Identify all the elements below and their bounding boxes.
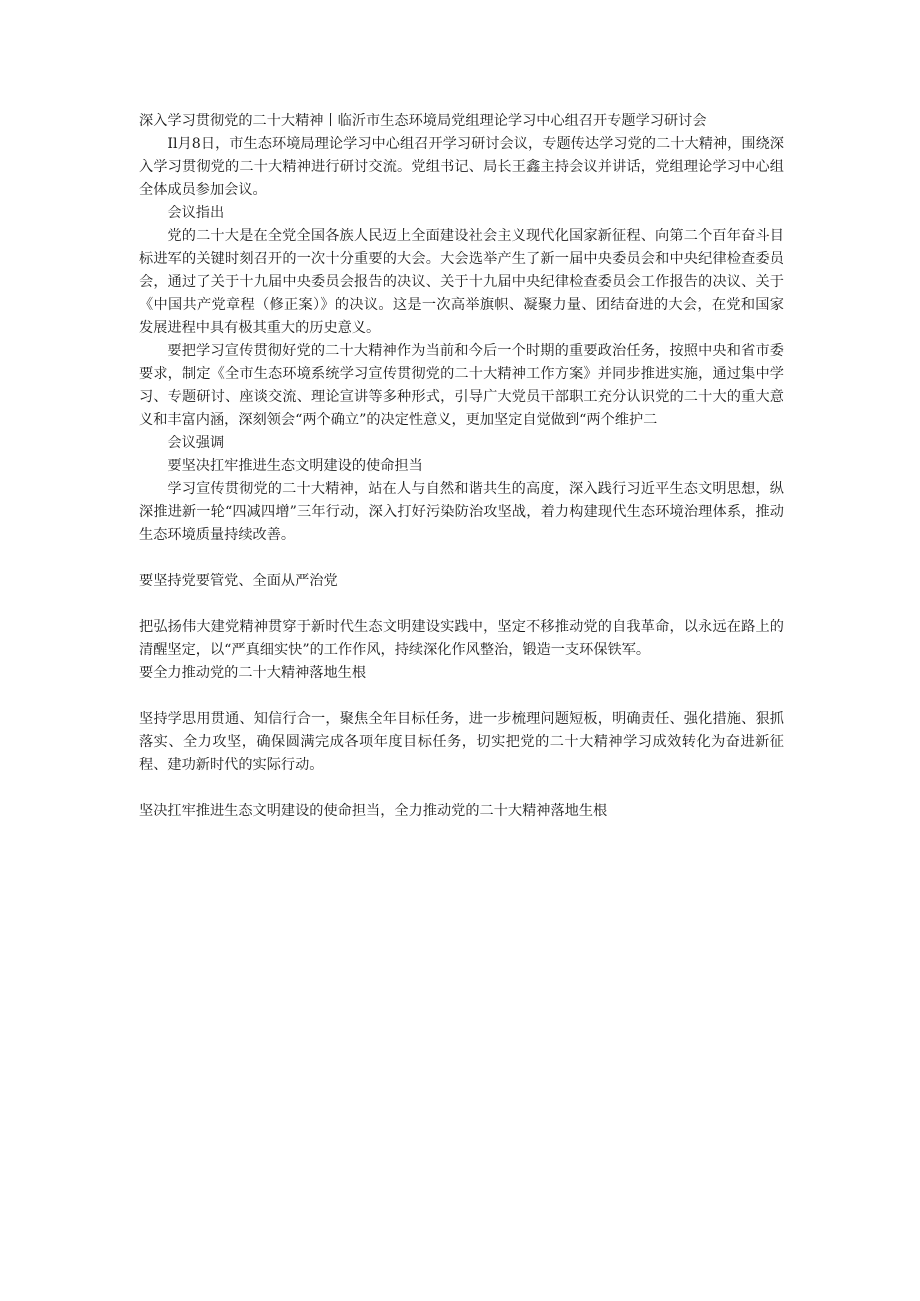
section-heading-meeting-emphasized: 会议强调 <box>167 435 225 451</box>
closing-line: 坚决扛牢推进生态文明建设的使命担当，全力推动党的二十大精神落地生根 <box>139 803 608 819</box>
section1-paragraph-1: 党的二十大是在全党全国各族人民迈上全面建设社会主义现代化国家新征程、向第二个百年奋斗目标进军的关键时刻召开的一次十分重要的大会。大会选举产生了新一届中央委员会和中央纪律检查委员会，通过了关于十九届中央委员会报告的决议、关于十九届中央纪律检查委员会工作报告的决议、关于《中国共产党章程（修正案）》的决议。这是一次高举旗帜、凝聚力量、团结奋进的大会，在党和国家发展进程中具有极其重大的历史意义。 <box>139 228 784 336</box>
point1-body: 学习宣传贯彻党的二十大精神，站在人与自然和谐共生的高度，深入践行习近平生态文明思想，纵深推进新一轮“四减四增”三年行动，深入打好污染防治攻坚战，着力构建现代生态环境治理体系，推动生态环境质量持续改善。 <box>139 481 784 543</box>
document-page <box>139 110 784 823</box>
point2-body: 把弘扬伟大建党精神贯穿于新时代生态文明建设实践中，坚定不移推动党的自我革命，以永远在路上的清醒坚定，以“严真细实快”的工作作风，持续深化作风整治，锻造一支环保铁军。 <box>139 619 784 658</box>
section1-paragraph-2: 要把学习宣传贯彻好党的二十大精神作为当前和今后一个时期的重要政治任务，按照中央和省市委要求，制定《全市生态环境系统学习宣传贯彻党的二十大精神工作方案》并同步推进实施，通过集中学习、专题研讨、座谈交流、理论宣讲等多种形式，引导广大党员干部职工充分认识党的二十大的重大意义和丰富内涵，深刻领会“两个确立”的决定性意义，更加坚定自觉做到“两个维护二 <box>139 343 784 428</box>
spacer <box>139 685 784 708</box>
point3-body: 坚持学思用贯通、知信行合一，聚焦全年目标任务，进一步梳理问题短板，明确责任、强化措施、狠抓落实、全力攻坚，确保圆满完成各项年度目标任务，切实把党的二十大精神学习成效转化为奋进新征程、建功新时代的实际行动。 <box>139 711 784 773</box>
document-title: 深入学习贯彻党的二十大精神丨临沂市生态环境局党组理论学习中心组召开专题学习研讨会 <box>139 113 707 129</box>
point3-heading: 要全力推动党的二十大精神落地生根 <box>139 665 367 681</box>
point2-heading: 要坚持党要管党、全面从严治党 <box>139 573 338 589</box>
spacer <box>139 777 784 800</box>
point1-heading: 要坚决扛牢推进生态文明建设的使命担当 <box>167 458 423 474</box>
spacer <box>139 593 784 616</box>
spacer <box>139 547 784 570</box>
intro-paragraph: Il月8日，市生态环境局理论学习中心组召开学习研讨会议，专题传达学习党的二十大精神，围绕深入学习贯彻党的二十大精神进行研讨交流。党组书记、局长王鑫主持会议并讲话，党组理论学习中心组全体成员参加会议。 <box>139 136 784 198</box>
section-heading-meeting-pointed-out: 会议指出 <box>167 205 225 221</box>
